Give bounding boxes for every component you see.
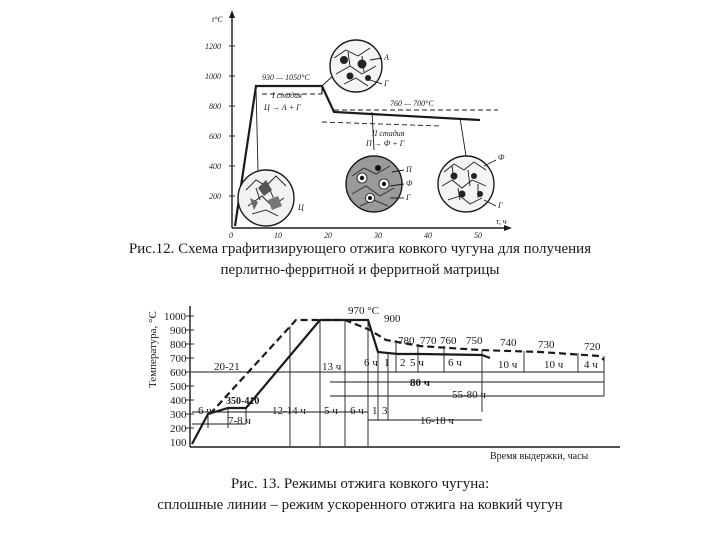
fig13-temp-label: 900	[384, 313, 401, 325]
fig12-stage1-reaction: Ц → А + Г	[264, 103, 301, 112]
fig13-y-tick: 800	[170, 339, 187, 351]
figure13-chart	[147, 305, 620, 462]
fig13-temp-label: 760	[440, 335, 457, 347]
fig13-y-tick: 900	[170, 325, 187, 337]
fig13-duration: 2	[400, 357, 406, 369]
fig12-y-ticks	[205, 42, 221, 201]
fig13-bottom-duration: 6 ч	[350, 405, 364, 417]
fig12-stage2-range: 760 — 700°C	[390, 99, 434, 108]
fig13-duration: 13 ч	[322, 361, 342, 373]
fig12-x-tick: 50	[474, 231, 482, 240]
fig13-y-tick: 1000	[164, 311, 186, 323]
fig12-pointer-c	[256, 88, 258, 170]
fig13-y-tick: 100	[170, 437, 187, 449]
fig12-x-tick: 40	[424, 231, 432, 240]
fig12-x-tick: 10	[274, 231, 282, 240]
fig13-bottom-duration: 1	[372, 405, 378, 417]
fig13-duration: 10 ч	[544, 359, 564, 371]
fig12-label-c: Ц	[298, 203, 304, 212]
fig13-y-ticks	[164, 311, 187, 449]
fig13-temp-label: 750	[466, 335, 483, 347]
fig13-label-7-8: 7-8 ч	[228, 415, 251, 427]
fig12-y-tick: 1000	[205, 72, 221, 81]
fig13-temp-label: 780	[398, 335, 415, 347]
fig13-temp-label: 720	[584, 341, 601, 353]
fig13-duration: 10 ч	[498, 359, 518, 371]
fig12-stage2-lower	[322, 122, 440, 126]
fig13-bottom-duration: 3	[382, 405, 388, 417]
fig12-pointer-f	[460, 118, 466, 156]
fig12-label-a: А	[384, 53, 389, 62]
fig13-duration: 5 ч	[410, 357, 424, 369]
fig13-peak-label: 970 °С	[348, 305, 379, 317]
fig13-x-label: Время выдержки, часы	[490, 451, 589, 462]
fig13-total-80: 80 ч	[410, 377, 430, 389]
fig12-label-f: Ф	[406, 179, 413, 188]
fig13-temp-label: 770	[420, 335, 437, 347]
fig12-x-tick: 20	[324, 231, 332, 240]
fig12-y-tick: 1200	[205, 42, 221, 51]
fig13-caption-line1: Рис. 13. Режимы отжига ковкого чугуна:	[230, 476, 490, 492]
micrograph-cementite	[238, 170, 305, 226]
fig12-x-tick: 30	[374, 231, 382, 240]
fig12-y-label: t°C	[212, 15, 223, 24]
fig13-caption	[0, 474, 720, 516]
fig13-durations-row	[214, 357, 598, 373]
fig12-label-g1: Г	[384, 79, 389, 88]
fig13-total-16-18: 16-18 ч	[420, 415, 454, 427]
fig12-x-label: τ, ч	[496, 217, 507, 226]
fig13-temp-labels	[384, 313, 601, 353]
fig12-y-tick: 200	[209, 192, 221, 201]
fig12-label-g2: Г	[406, 193, 411, 202]
fig12-y-tick: 800	[209, 102, 221, 111]
fig13-y-tick: 400	[170, 395, 187, 407]
fig12-caption	[0, 239, 720, 281]
figure12-diagram	[205, 10, 512, 240]
fig13-y-label: Температура, °С	[147, 311, 159, 388]
fig12-label-f2: Ф	[498, 153, 505, 162]
fig12-caption-line1: Рис.12. Схема графитизирующего отжига ковкого чугуна для получения	[128, 241, 592, 257]
fig13-bottom-duration: 5 ч	[324, 405, 338, 417]
fig13-duration: 1	[384, 357, 390, 369]
fig13-bottom-duration: 6 ч	[198, 405, 212, 417]
fig13-total-55-80: 55-80 ч	[452, 389, 486, 401]
fig13-y-tick: 200	[170, 423, 187, 435]
fig12-y-arrow	[229, 10, 235, 18]
fig13-duration: 4 ч	[584, 359, 598, 371]
fig13-y-tick: 700	[170, 353, 187, 365]
fig13-y-tick: 300	[170, 409, 187, 421]
micrograph-ferrite	[438, 153, 505, 212]
fig13-y-tick: 500	[170, 381, 187, 393]
fig13-duration: 20-21	[214, 361, 240, 373]
fig12-y-tick: 600	[209, 132, 221, 141]
fig12-stage2: II стадия	[372, 129, 405, 138]
fig13-duration: 6 ч	[364, 357, 378, 369]
fig13-bottom-duration: 12-14 ч	[272, 405, 306, 417]
fig13-temp-label: 740	[500, 337, 517, 349]
fig13-y-tick: 600	[170, 367, 187, 379]
fig12-label-g3: Г	[498, 201, 503, 210]
fig12-x-tick: 0	[229, 231, 233, 240]
micrograph-austenite	[330, 40, 389, 92]
fig13-caption-line2: сплошные линии – режим ускоренного отжига на ковкий чугун	[157, 497, 563, 513]
fig13-temp-label: 730	[538, 339, 555, 351]
fig12-caption-line2: перлитно-ферритной и ферритной матрицы	[220, 262, 500, 278]
fig12-stage1: I стадия	[272, 91, 302, 100]
fig12-y-tick: 400	[209, 162, 221, 171]
fig12-label-p: П	[406, 165, 412, 174]
fig13-duration: 6 ч	[448, 357, 462, 369]
fig12-stage2-reaction: П → Ф + Г	[366, 139, 405, 148]
fig12-temp-range: 930 — 1050°C	[262, 73, 310, 82]
micrograph-pearlite	[346, 156, 413, 212]
fig13-label-350-410: 350-410	[226, 396, 260, 407]
